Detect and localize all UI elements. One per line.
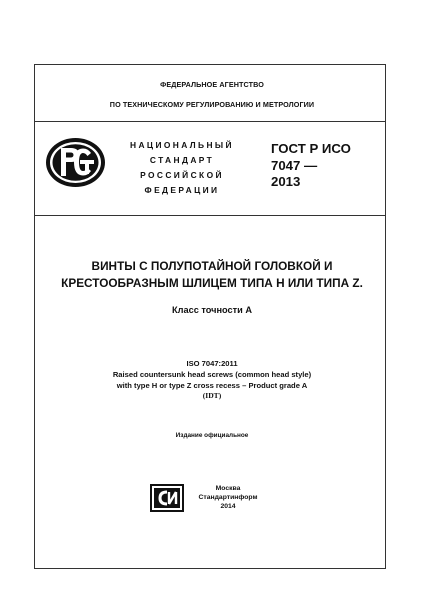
agency-line-1: ФЕДЕРАЛЬНОЕ АГЕНТСТВО	[160, 80, 264, 89]
standard-designation	[271, 141, 381, 191]
header-divider	[34, 121, 386, 122]
title-line-1: ВИНТЫ С ПОЛУПОТАЙНОЙ ГОЛОВКОЙ И	[91, 259, 333, 273]
document-title	[40, 258, 384, 292]
iso-equivalence: (IDT)	[202, 391, 222, 401]
iso-number: ISO 7047:2011	[186, 359, 238, 368]
national-standard-line-4: ФЕДЕРАЦИИ	[144, 185, 220, 195]
edition-label: Издание официальное	[175, 432, 249, 439]
publisher-block	[192, 484, 264, 512]
publisher-name: Стандартинформ	[198, 494, 258, 502]
national-standard-line-1: НАЦИОНАЛЬНЫЙ	[130, 140, 234, 150]
title-line-2: КРЕСТООБРАЗНЫМ ШЛИЦЕМ ТИПА H ИЛИ ТИПА Z.	[61, 276, 363, 290]
iso-reference	[40, 359, 384, 402]
designation-line-1: ГОСТ Р ИСО	[271, 141, 351, 156]
national-standard-line-2: СТАНДАРТ	[149, 155, 215, 165]
gost-r-emblem-icon	[44, 136, 107, 189]
national-standard-line-3: РОССИЙСКОЙ	[140, 170, 224, 180]
agency-line-2: ПО ТЕХНИЧЕСКОМУ РЕГУЛИРОВАНИЮ И МЕТРОЛОГИИ	[109, 100, 315, 109]
national-standard-label	[112, 138, 252, 198]
title-divider	[34, 215, 386, 216]
iso-title-line-2: with type H or type Z cross recess – Product grade A	[116, 380, 308, 390]
designation-line-3: 2013	[271, 174, 301, 189]
designation-line-2: 7047 —	[271, 157, 318, 173]
standartinform-logo-icon	[150, 484, 184, 512]
publisher-year: 2014	[220, 503, 236, 511]
publisher-city: Москва	[215, 485, 241, 492]
accuracy-class: Класс точности А	[172, 305, 252, 315]
iso-title-line-1: Raised countersunk head screws (common head style)	[112, 369, 312, 379]
